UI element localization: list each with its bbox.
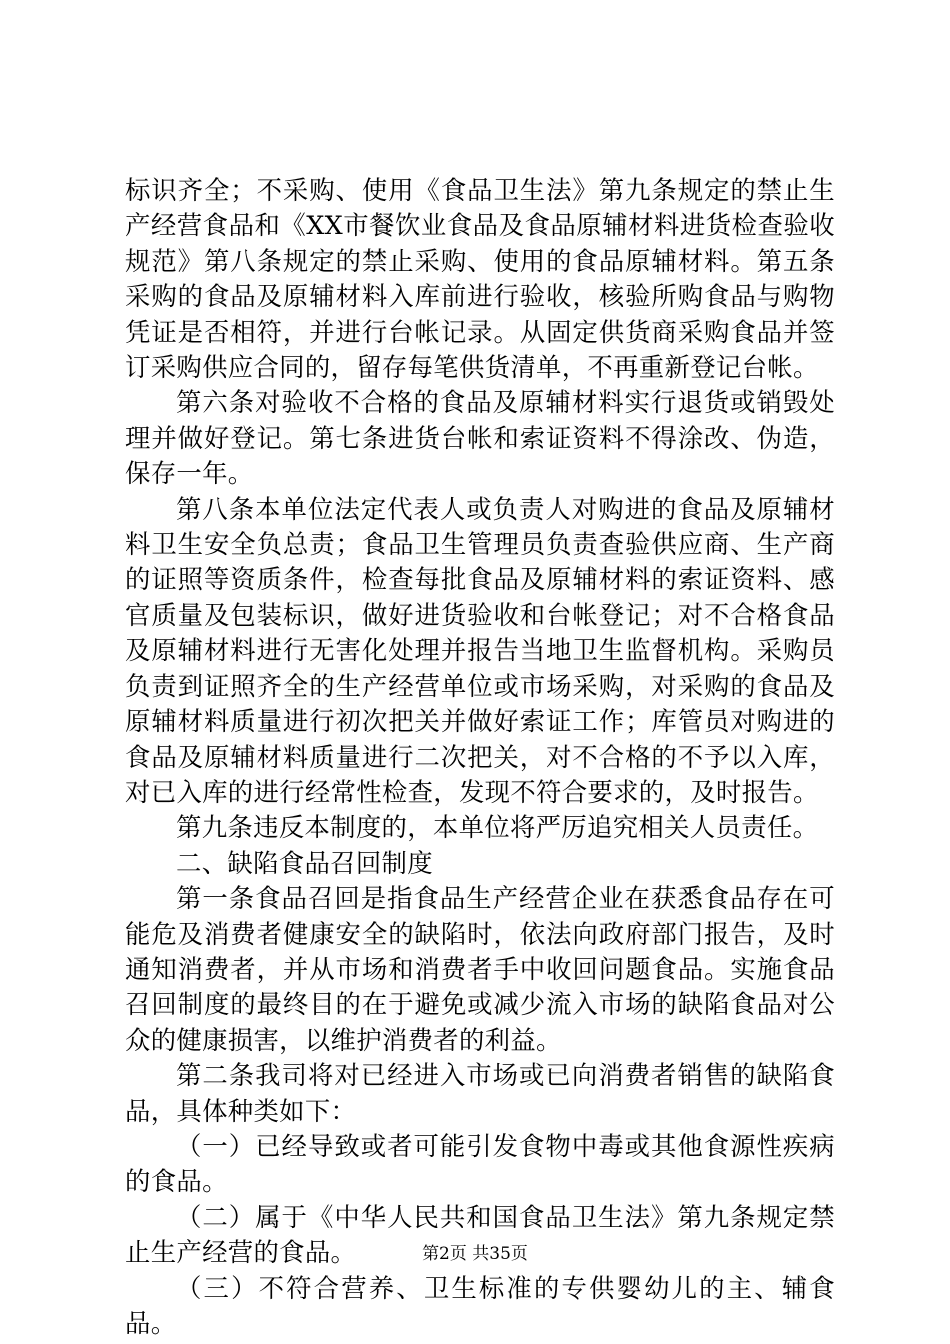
list-item: （二）属于《中华人民共和国食品卫生法》第九条规定禁止生产经营的食品。	[125, 1201, 835, 1268]
section-heading: 二、缺陷食品召回制度	[176, 847, 433, 878]
list-item: （一）已经导致或者可能引发食物中毒或其他食源性疾病的食品。	[125, 1130, 835, 1197]
paragraph: 第二条我司将对已经进入市场或已向消费者销售的缺陷食品，具体种类如下：	[125, 1060, 835, 1126]
paragraph: 第一条食品召回是指食品生产经营企业在获悉食品存在可能危及消费者健康安全的缺陷时，依法向政府部门报告，及时通知消费者，并从市场和消费者手中收回问题食品。实施食品召回制度的最终目的在于避免或减少流入市场的缺陷食品对公众的健康损害，以维护消费者的利益。	[125, 883, 835, 1055]
paragraph: 第六条对验收不合格的食品及原辅材料实行退货或销毁处理并做好登记。第七条进货台帐和索证资料不得涂改、伪造，保存一年。	[125, 387, 835, 489]
list-item: （三）不符合营养、卫生标准的专供婴幼儿的主、辅食品。	[125, 1272, 835, 1338]
paragraph: 标识齐全；不采购、使用《食品卫生法》第九条规定的禁止生产经营食品和《XX市餐饮业食品及食品原辅材料进货检查验收规范》第八条规定的禁止采购、使用的食品原辅材料。第五条采购的食品及原辅材料入库前进行验收，核验所购食品与购物凭证是否相符，并进行台帐记录。从固定供货商采购食品并签订采购供应合同的，留存每笔供货清单，不再重新登记台帐。	[125, 175, 835, 383]
page-footer: 第2页 共35页	[422, 1244, 528, 1264]
paragraph: 第八条本单位法定代表人或负责人对购进的食品及原辅材料卫生安全负总责；食品卫生管理员负责查验供应商、生产商的证照等资质条件，检查每批食品及原辅材料的索证资料、感官质量及包装标识，做好进货验收和台帐登记；对不合格食品及原辅材料进行无害化处理并报告当地卫生监督机构。采购员负责到证照齐全的生产经营单位或市场采购，对采购的食品及原辅材料质量进行初次把关并做好索证工作；库管员对购进的食品及原辅材料质量进行二次把关，对不合格的不予以入库，对已入库的进行经常性检查，发现不符合要求的，及时报告。	[125, 493, 835, 807]
document-body	[125, 173, 835, 1341]
paragraph: 第九条违反本制度的，本单位将严厉追究相关人员责任。	[176, 812, 819, 843]
